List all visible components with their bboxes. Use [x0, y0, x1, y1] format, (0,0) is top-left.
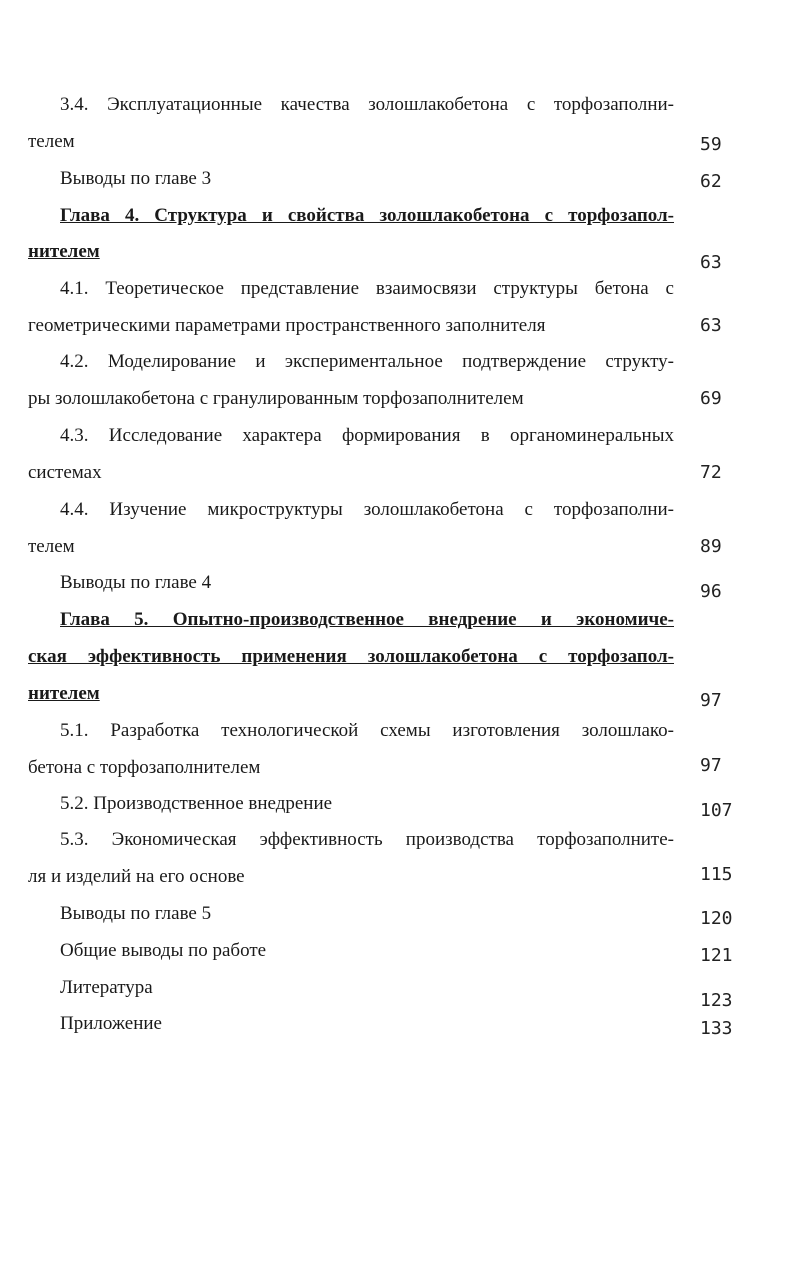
toc-line: ля и изделий на его основе [28, 866, 245, 887]
page-number: 62 [700, 171, 722, 192]
toc-line: ры золошлакобетона с гранулированным торфозаполнителем [28, 388, 524, 409]
toc-line: Приложение [60, 1013, 162, 1034]
toc-line: телем [28, 536, 75, 557]
page-number: 97 [700, 690, 722, 711]
chapter-heading: Глава 5. Опытно-производственное внедрение и экономиче- [60, 609, 674, 630]
page-number: 59 [700, 134, 722, 155]
page-number: 107 [700, 800, 733, 821]
toc-line: Литература [60, 977, 153, 998]
toc-line: 4.3. Исследование характера формирования в органоминеральных [60, 425, 674, 446]
page-number: 97 [700, 755, 722, 776]
chapter-heading: Глава 4. Структура и свойства золошлакобетона с торфозапол- [60, 205, 674, 226]
page-number: 63 [700, 315, 722, 336]
chapter-heading: ская эффективность применения золошлакобетона с торфозапол- [28, 646, 674, 667]
toc-line: 3.4. Эксплуатационные качества золошлакобетона с торфозаполни- [60, 94, 674, 115]
toc-line: системах [28, 462, 102, 483]
page-number: 121 [700, 945, 733, 966]
toc-line: 4.1. Теоретическое представление взаимосвязи структуры бетона с [60, 278, 674, 299]
toc-line: Выводы по главе 4 [60, 572, 212, 593]
page-number: 115 [700, 864, 733, 885]
page-number: 133 [700, 1018, 733, 1039]
toc-line: 4.4. Изучение микроструктуры золошлакобетона с торфозаполни- [60, 499, 674, 520]
toc-line: бетона с торфозаполнителем [28, 757, 261, 778]
toc-line: телем [28, 131, 75, 152]
toc-line: 5.2. Производственное внедрение [60, 793, 333, 814]
page-number: 72 [700, 462, 722, 483]
page-number: 89 [700, 536, 722, 557]
page-number: 96 [700, 581, 722, 602]
chapter-heading: нителем [28, 241, 100, 262]
page-number: 120 [700, 908, 733, 929]
toc-line: Общие выводы по работе [60, 940, 267, 961]
toc-line: Выводы по главе 5 [60, 903, 212, 924]
page-number: 123 [700, 990, 733, 1011]
toc-line: 4.2. Моделирование и экспериментальное подтверждение структу- [60, 351, 674, 372]
page-number: 63 [700, 252, 722, 273]
chapter-heading: нителем [28, 683, 100, 704]
toc-line: 5.1. Разработка технологической схемы изготовления золошлако- [60, 720, 674, 741]
toc-line: Выводы по главе 3 [60, 168, 212, 189]
toc-line: геометрическими параметрами пространственного заполнителя [28, 315, 546, 336]
toc-line: 5.3. Экономическая эффективность производства торфозаполните- [60, 829, 674, 850]
page-number: 69 [700, 388, 722, 409]
